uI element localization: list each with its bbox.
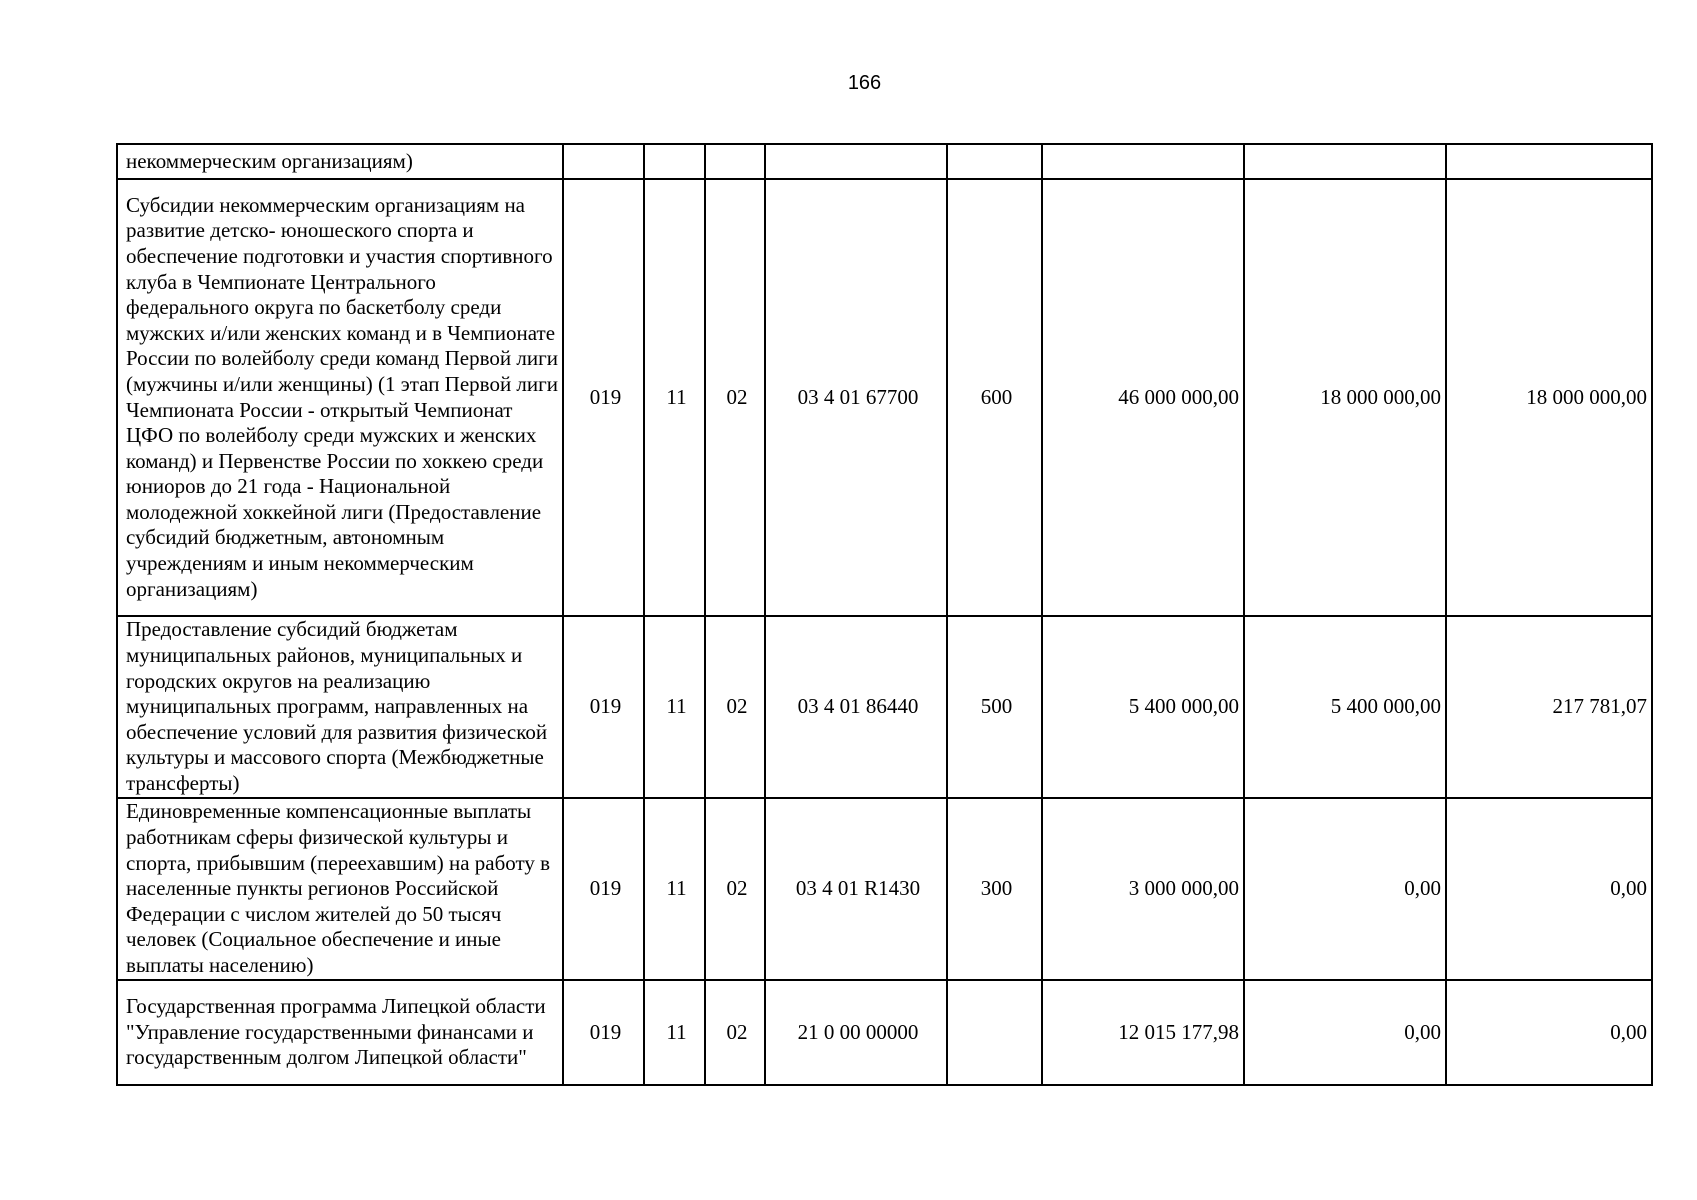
amount-1-cell: 5 400 000,00 <box>1042 616 1244 798</box>
page-number: 166 <box>847 72 882 94</box>
amount-2-cell: 5 400 000,00 <box>1244 616 1446 798</box>
target-article-cell <box>765 144 947 179</box>
row-description: Субсидии некоммерческим организациям на развитие детско- юношеского спорта и обеспечение подготовки и участия спортивного клуба в Чемпионате Центрального федерального округа по баскетболу среди мужских и/или женских команд и в Чемпионате России по волейболу среди команд Первой лиги (мужчины и/или женщины) (1 этап Первой лиги Чемпионата России - открытый Чемпионат ЦФО по волейболу среди мужских и женских команд) и Первенстве России по хоккею среди юниоров до 21 года - Национальной молодежной хоккейной лиги (Предоставление субсидий бюджетным, автономным учреждениям и иным некоммерческим организациям) <box>117 179 563 616</box>
admin-code-cell <box>563 144 644 179</box>
table-row <box>117 179 1652 616</box>
row-description: Предоставление субсидий бюджетам муниципальных районов, муниципальных и городских округов на реализацию муниципальных программ, направленных на обеспечение условий для развития физической культуры и массового спорта (Межбюджетные трансферты) <box>117 616 563 798</box>
section-cell: 11 <box>644 980 705 1085</box>
amount-2-cell: 0,00 <box>1244 980 1446 1085</box>
section-cell: 11 <box>644 179 705 616</box>
budget-table <box>116 143 1653 1086</box>
amount-1-cell: 12 015 177,98 <box>1042 980 1244 1085</box>
admin-code-cell: 019 <box>563 616 644 798</box>
section-cell: 11 <box>644 798 705 980</box>
row-description: Единовременные компенсационные выплаты работникам сферы физической культуры и спорта, прибывшим (переехавшим) на работу в населенные пункты регионов Российской Федерации с числом жителей до 50 тысяч человек (Социальное обеспечение и иные выплаты населению) <box>117 798 563 980</box>
target-article-cell: 03 4 01 67700 <box>765 179 947 616</box>
amount-2-cell: 18 000 000,00 <box>1244 179 1446 616</box>
amount-1-cell: 3 000 000,00 <box>1042 798 1244 980</box>
section-cell: 11 <box>644 616 705 798</box>
table-row <box>117 980 1652 1085</box>
subsection-cell: 02 <box>705 980 765 1085</box>
amount-3-cell: 18 000 000,00 <box>1446 179 1652 616</box>
amount-2-cell: 0,00 <box>1244 798 1446 980</box>
row-description: Государственная программа Липецкой области "Управление государственными финансами и государственным долгом Липецкой области" <box>117 980 563 1085</box>
amount-3-cell: 217 781,07 <box>1446 616 1652 798</box>
amount-2-cell <box>1244 144 1446 179</box>
amount-3-cell: 0,00 <box>1446 980 1652 1085</box>
subsection-cell: 02 <box>705 179 765 616</box>
subsection-cell: 02 <box>705 798 765 980</box>
table-row <box>117 616 1652 798</box>
expense-type-cell: 600 <box>947 179 1042 616</box>
subsection-cell: 02 <box>705 616 765 798</box>
table-row <box>117 798 1652 980</box>
expense-type-cell: 300 <box>947 798 1042 980</box>
amount-3-cell: 0,00 <box>1446 798 1652 980</box>
target-article-cell: 03 4 01 86440 <box>765 616 947 798</box>
admin-code-cell: 019 <box>563 798 644 980</box>
subsection-cell <box>705 144 765 179</box>
target-article-cell: 03 4 01 R1430 <box>765 798 947 980</box>
admin-code-cell: 019 <box>563 980 644 1085</box>
expense-type-cell <box>947 144 1042 179</box>
admin-code-cell: 019 <box>563 179 644 616</box>
expense-type-cell: 500 <box>947 616 1042 798</box>
amount-1-cell <box>1042 144 1244 179</box>
row-description: некоммерческим организациям) <box>117 144 563 179</box>
table-row <box>117 144 1652 179</box>
target-article-cell: 21 0 00 00000 <box>765 980 947 1085</box>
section-cell <box>644 144 705 179</box>
amount-3-cell <box>1446 144 1652 179</box>
expense-type-cell <box>947 980 1042 1085</box>
amount-1-cell: 46 000 000,00 <box>1042 179 1244 616</box>
